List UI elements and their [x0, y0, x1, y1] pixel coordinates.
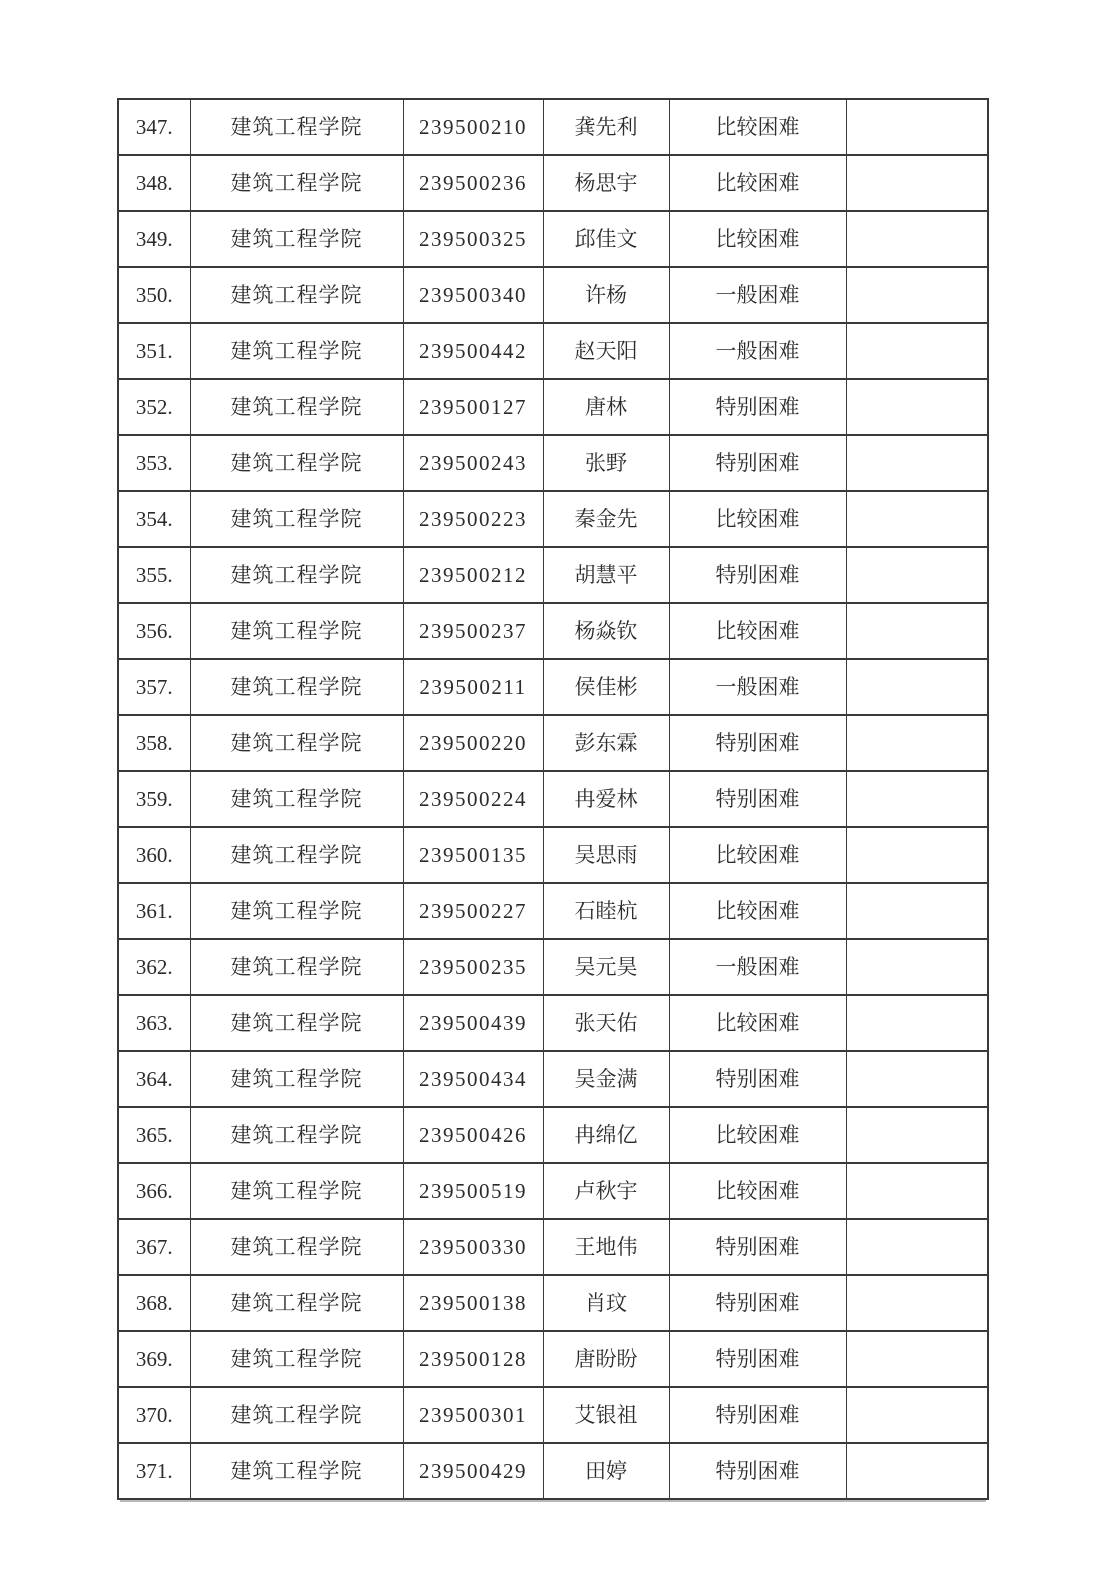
cell-row-number: 369. [118, 1331, 190, 1387]
cell-name: 赵天阳 [543, 323, 669, 379]
cell-student-id: 239500135 [403, 827, 543, 883]
cell-row-number: 350. [118, 267, 190, 323]
cell-row-number: 370. [118, 1387, 190, 1443]
cell-remark [846, 1107, 988, 1163]
cell-college: 建筑工程学院 [190, 379, 403, 435]
cell-remark [846, 99, 988, 155]
cell-difficulty-level: 特别困难 [669, 1443, 846, 1499]
cell-difficulty-level: 特别困难 [669, 771, 846, 827]
cell-remark [846, 715, 988, 771]
cell-name: 吴思雨 [543, 827, 669, 883]
cell-row-number: 366. [118, 1163, 190, 1219]
cell-remark [846, 1443, 988, 1499]
cell-difficulty-level: 比较困难 [669, 491, 846, 547]
cell-name: 胡慧平 [543, 547, 669, 603]
table-row [118, 603, 988, 659]
cell-college: 建筑工程学院 [190, 155, 403, 211]
cell-difficulty-level: 比较困难 [669, 155, 846, 211]
cell-difficulty-level: 特别困难 [669, 1051, 846, 1107]
cell-row-number: 361. [118, 883, 190, 939]
table-row [118, 323, 988, 379]
cell-college: 建筑工程学院 [190, 1219, 403, 1275]
cell-remark [846, 995, 988, 1051]
cell-college: 建筑工程学院 [190, 715, 403, 771]
cell-name: 冉绵亿 [543, 1107, 669, 1163]
cell-college: 建筑工程学院 [190, 323, 403, 379]
cell-name: 艾银祖 [543, 1387, 669, 1443]
cell-college: 建筑工程学院 [190, 1051, 403, 1107]
cell-row-number: 354. [118, 491, 190, 547]
cell-row-number: 352. [118, 379, 190, 435]
cell-remark [846, 211, 988, 267]
cell-remark [846, 603, 988, 659]
cell-student-id: 239500340 [403, 267, 543, 323]
cell-college: 建筑工程学院 [190, 1387, 403, 1443]
cell-student-id: 239500127 [403, 379, 543, 435]
cell-college: 建筑工程学院 [190, 99, 403, 155]
cell-row-number: 356. [118, 603, 190, 659]
cell-name: 吴金满 [543, 1051, 669, 1107]
cell-remark [846, 435, 988, 491]
table-row [118, 995, 988, 1051]
cell-row-number: 359. [118, 771, 190, 827]
cell-remark [846, 827, 988, 883]
table-row [118, 1219, 988, 1275]
table-row [118, 1275, 988, 1331]
cell-difficulty-level: 一般困难 [669, 267, 846, 323]
table-body [118, 99, 988, 1499]
cell-difficulty-level: 比较困难 [669, 995, 846, 1051]
table-row [118, 547, 988, 603]
cell-college: 建筑工程学院 [190, 211, 403, 267]
cell-name: 侯佳彬 [543, 659, 669, 715]
cell-remark [846, 491, 988, 547]
cell-remark [846, 659, 988, 715]
cell-difficulty-level: 比较困难 [669, 1163, 846, 1219]
cell-student-id: 239500235 [403, 939, 543, 995]
cell-remark [846, 379, 988, 435]
cell-student-id: 239500138 [403, 1275, 543, 1331]
cell-remark [846, 1163, 988, 1219]
cell-name: 龚先利 [543, 99, 669, 155]
cell-remark [846, 1275, 988, 1331]
table-row [118, 1331, 988, 1387]
cell-remark [846, 939, 988, 995]
table-row [118, 715, 988, 771]
table-row [118, 1163, 988, 1219]
cell-college: 建筑工程学院 [190, 827, 403, 883]
cell-difficulty-level: 特别困难 [669, 1275, 846, 1331]
cell-difficulty-level: 特别困难 [669, 379, 846, 435]
table-row [118, 491, 988, 547]
cell-difficulty-level: 比较困难 [669, 827, 846, 883]
table-row [118, 155, 988, 211]
cell-name: 杨思宇 [543, 155, 669, 211]
cell-name: 杨焱钦 [543, 603, 669, 659]
cell-student-id: 239500330 [403, 1219, 543, 1275]
cell-college: 建筑工程学院 [190, 547, 403, 603]
cell-row-number: 360. [118, 827, 190, 883]
cell-college: 建筑工程学院 [190, 1163, 403, 1219]
cell-name: 唐林 [543, 379, 669, 435]
cell-row-number: 371. [118, 1443, 190, 1499]
table-row [118, 1107, 988, 1163]
cell-difficulty-level: 比较困难 [669, 99, 846, 155]
cell-row-number: 353. [118, 435, 190, 491]
cell-row-number: 348. [118, 155, 190, 211]
cell-student-id: 239500434 [403, 1051, 543, 1107]
cell-name: 田婷 [543, 1443, 669, 1499]
table-row [118, 771, 988, 827]
cell-college: 建筑工程学院 [190, 603, 403, 659]
cell-student-id: 239500224 [403, 771, 543, 827]
cell-student-id: 239500211 [403, 659, 543, 715]
cell-student-id: 239500442 [403, 323, 543, 379]
cell-college: 建筑工程学院 [190, 995, 403, 1051]
cell-name: 王地伟 [543, 1219, 669, 1275]
cell-row-number: 368. [118, 1275, 190, 1331]
cell-student-id: 239500227 [403, 883, 543, 939]
cell-difficulty-level: 一般困难 [669, 323, 846, 379]
cell-difficulty-level: 特别困难 [669, 435, 846, 491]
cell-row-number: 364. [118, 1051, 190, 1107]
cell-remark [846, 547, 988, 603]
table-row [118, 883, 988, 939]
cell-name: 许杨 [543, 267, 669, 323]
cell-college: 建筑工程学院 [190, 267, 403, 323]
cell-name: 卢秋宇 [543, 1163, 669, 1219]
table-row [118, 827, 988, 883]
cell-name: 吴元昊 [543, 939, 669, 995]
cell-name: 邱佳文 [543, 211, 669, 267]
cell-student-id: 239500223 [403, 491, 543, 547]
cell-row-number: 347. [118, 99, 190, 155]
cell-row-number: 358. [118, 715, 190, 771]
cell-college: 建筑工程学院 [190, 1443, 403, 1499]
cell-difficulty-level: 特别困难 [669, 1219, 846, 1275]
cell-row-number: 363. [118, 995, 190, 1051]
cell-student-id: 239500325 [403, 211, 543, 267]
cell-student-id: 239500429 [403, 1443, 543, 1499]
cell-row-number: 349. [118, 211, 190, 267]
cell-student-id: 239500426 [403, 1107, 543, 1163]
cell-difficulty-level: 特别困难 [669, 715, 846, 771]
cell-name: 张野 [543, 435, 669, 491]
cell-row-number: 365. [118, 1107, 190, 1163]
cell-difficulty-level: 一般困难 [669, 659, 846, 715]
table-row [118, 1387, 988, 1443]
cell-name: 石睦杭 [543, 883, 669, 939]
cell-name: 肖玟 [543, 1275, 669, 1331]
cell-remark [846, 1219, 988, 1275]
cell-college: 建筑工程学院 [190, 771, 403, 827]
table-row [118, 99, 988, 155]
cell-difficulty-level: 一般困难 [669, 939, 846, 995]
cell-college: 建筑工程学院 [190, 491, 403, 547]
table-row [118, 659, 988, 715]
table-row [118, 435, 988, 491]
cell-remark [846, 1387, 988, 1443]
cell-difficulty-level: 特别困难 [669, 547, 846, 603]
cell-college: 建筑工程学院 [190, 1275, 403, 1331]
cell-college: 建筑工程学院 [190, 1331, 403, 1387]
cell-student-id: 239500237 [403, 603, 543, 659]
cell-difficulty-level: 特别困难 [669, 1331, 846, 1387]
cell-student-id: 239500210 [403, 99, 543, 155]
cell-name: 秦金先 [543, 491, 669, 547]
student-aid-table [117, 98, 989, 1500]
cell-remark [846, 771, 988, 827]
cell-student-id: 239500301 [403, 1387, 543, 1443]
cell-remark [846, 155, 988, 211]
cell-row-number: 355. [118, 547, 190, 603]
table-row [118, 211, 988, 267]
cell-row-number: 367. [118, 1219, 190, 1275]
cell-student-id: 239500519 [403, 1163, 543, 1219]
cell-college: 建筑工程学院 [190, 1107, 403, 1163]
cell-name: 唐盼盼 [543, 1331, 669, 1387]
cell-remark [846, 1051, 988, 1107]
cell-row-number: 357. [118, 659, 190, 715]
cell-remark [846, 1331, 988, 1387]
cell-difficulty-level: 比较困难 [669, 603, 846, 659]
cell-name: 冉爱林 [543, 771, 669, 827]
cell-name: 张天佑 [543, 995, 669, 1051]
table-row [118, 1051, 988, 1107]
cell-college: 建筑工程学院 [190, 435, 403, 491]
cell-student-id: 239500212 [403, 547, 543, 603]
cell-student-id: 239500128 [403, 1331, 543, 1387]
cell-college: 建筑工程学院 [190, 659, 403, 715]
cell-college: 建筑工程学院 [190, 939, 403, 995]
cell-difficulty-level: 比较困难 [669, 1107, 846, 1163]
cell-college: 建筑工程学院 [190, 883, 403, 939]
cell-remark [846, 883, 988, 939]
cell-difficulty-level: 特别困难 [669, 1387, 846, 1443]
cell-remark [846, 323, 988, 379]
cell-remark [846, 267, 988, 323]
cell-student-id: 239500220 [403, 715, 543, 771]
table-row [118, 267, 988, 323]
table-row [118, 379, 988, 435]
cell-student-id: 239500243 [403, 435, 543, 491]
cell-name: 彭东霖 [543, 715, 669, 771]
cell-row-number: 362. [118, 939, 190, 995]
cell-difficulty-level: 比较困难 [669, 211, 846, 267]
table-row [118, 1443, 988, 1499]
cell-student-id: 239500439 [403, 995, 543, 1051]
cell-difficulty-level: 比较困难 [669, 883, 846, 939]
cell-row-number: 351. [118, 323, 190, 379]
cell-student-id: 239500236 [403, 155, 543, 211]
table-row [118, 939, 988, 995]
